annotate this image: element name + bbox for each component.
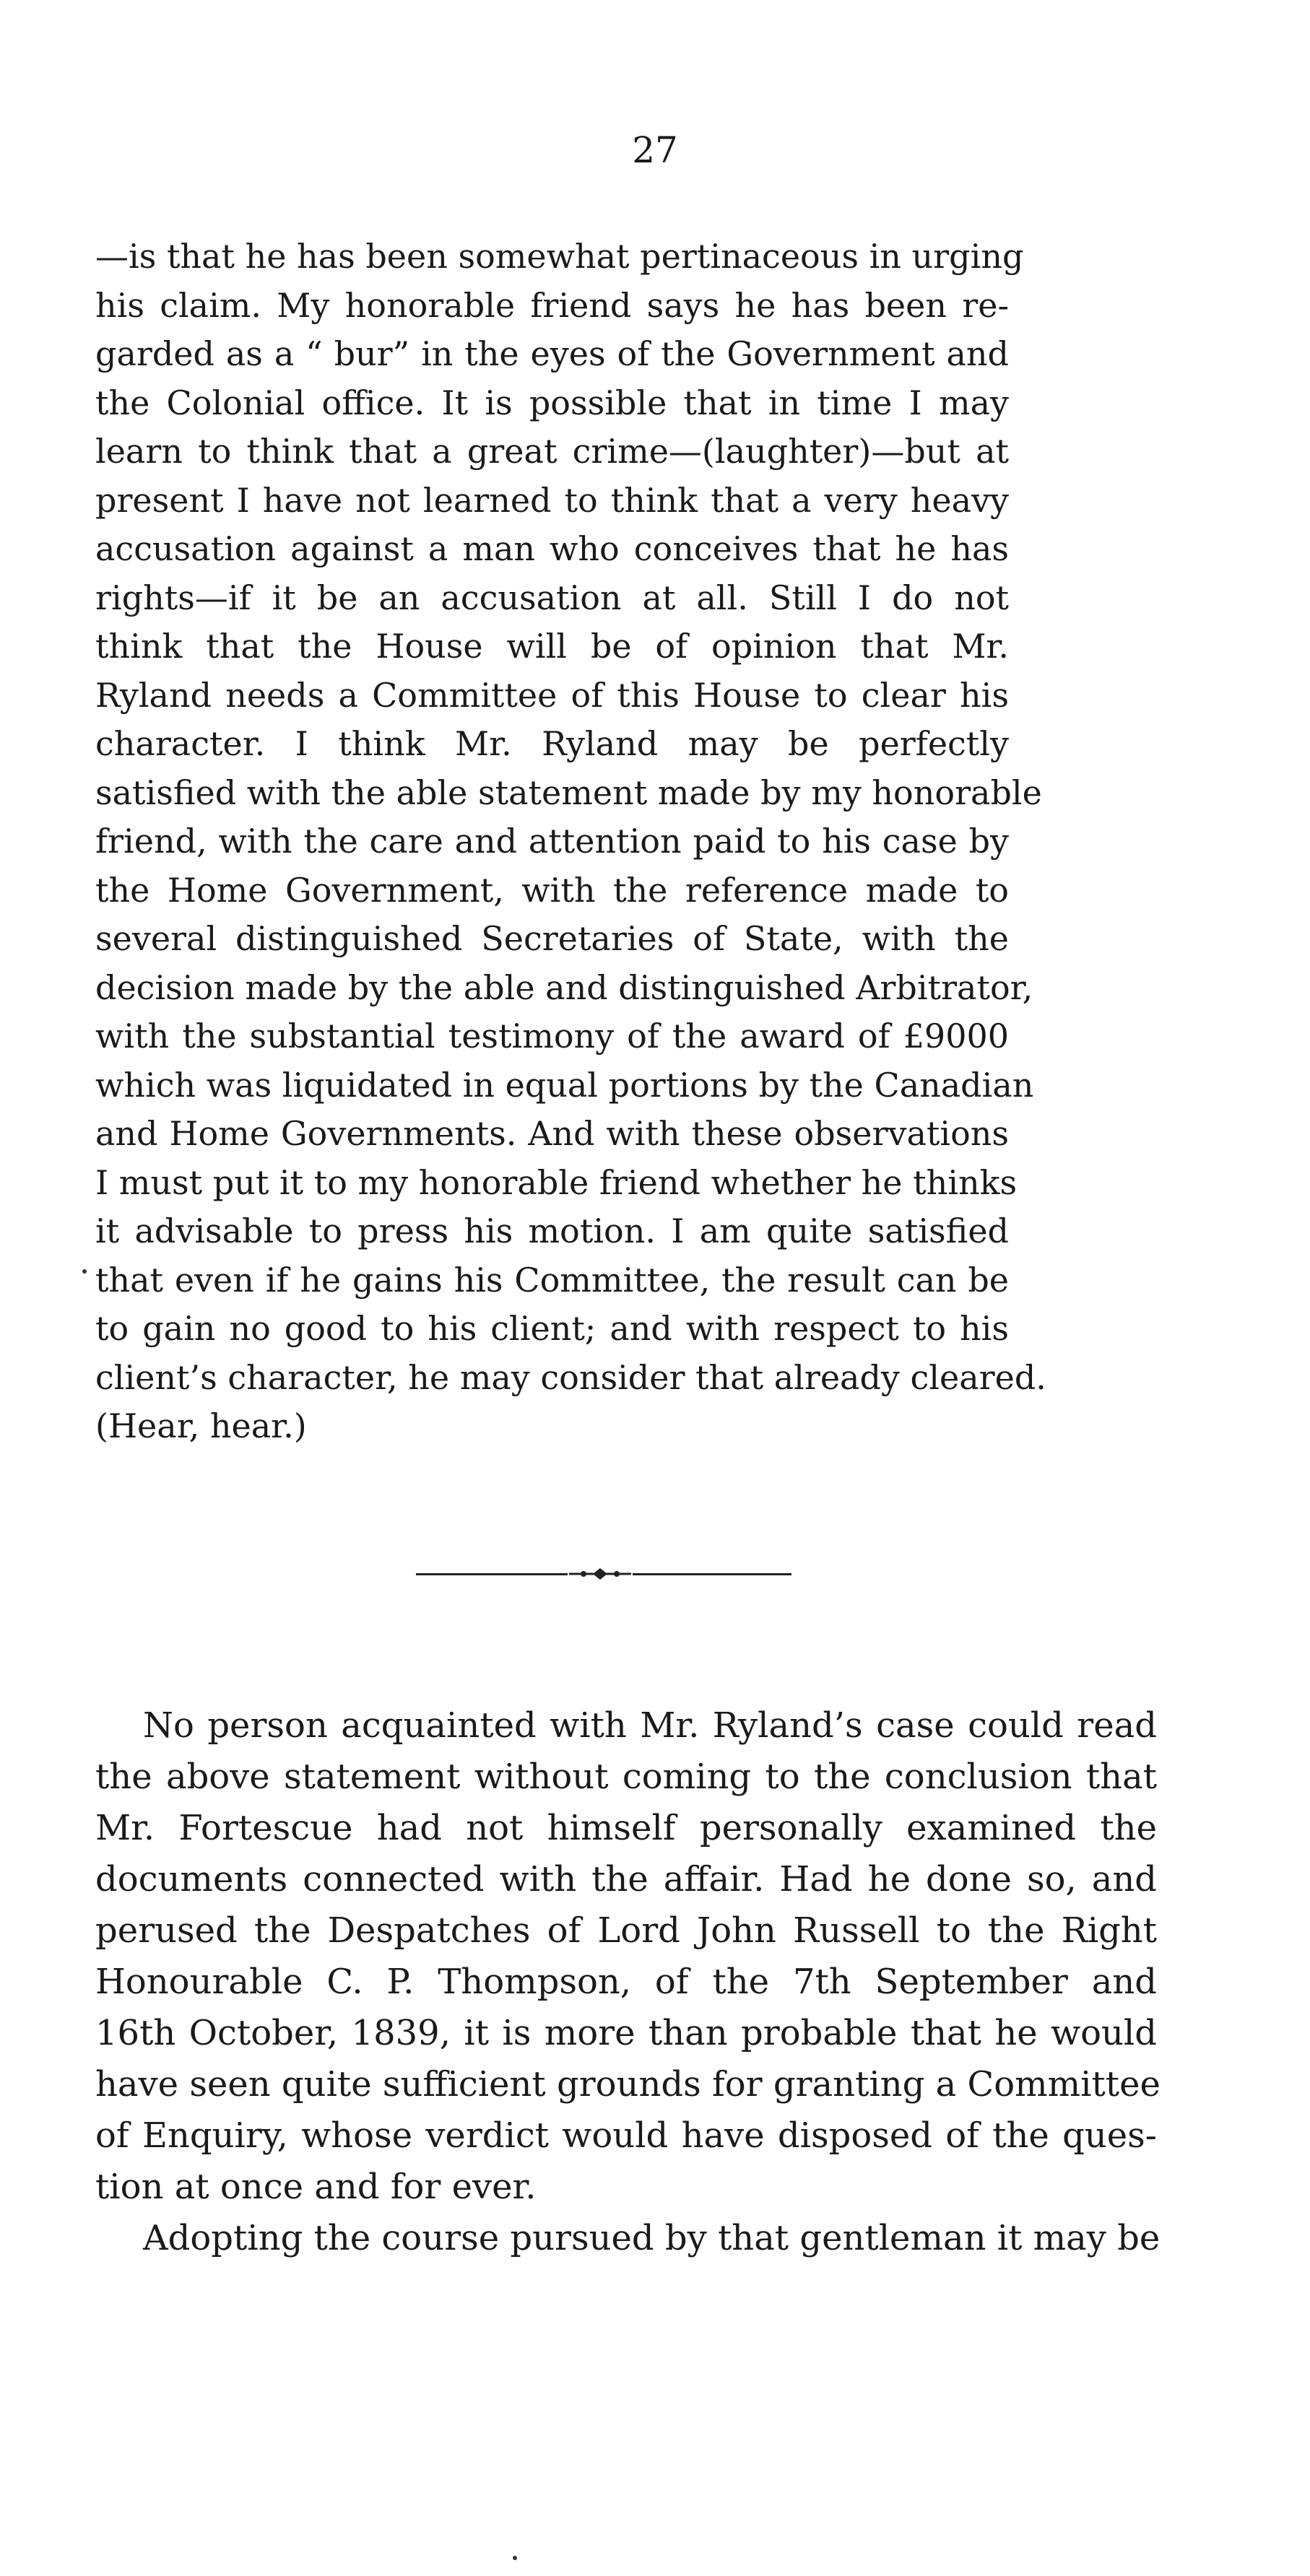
- commentary-line: Honourable C. P. Thompson, of the 7th September and: [95, 1962, 1157, 2002]
- speech-line: garded as a “ bur” in the eyes of the Government and: [95, 334, 1009, 373]
- speech-line: with the substantial testimony of the award of £9000: [95, 1017, 1009, 1056]
- speech-line: to gain no good to his client; and with respect to his: [95, 1309, 1009, 1348]
- speech-line: the Colonial office. It is possible that in time I may: [95, 383, 1009, 422]
- stray-print-mark: [82, 1269, 87, 1274]
- page-number: 27: [632, 129, 678, 171]
- commentary-line: Mr. Fortescue had not himself personally examined the: [95, 1808, 1157, 1848]
- commentary-line: the above statement without coming to the conclusion that: [95, 1757, 1157, 1797]
- commentary-line: documents connected with the affair. Had he done so, and: [95, 1859, 1157, 1900]
- commentary-line: tion at once and for ever.: [95, 2167, 537, 2207]
- commentary-line: have seen quite sufficient grounds for granting a Committee: [95, 2064, 1161, 2105]
- speech-line: accusation against a man who conceives that he has: [95, 529, 1009, 568]
- diamond-ornament-icon: [569, 1567, 631, 1580]
- commentary-line: Adopting the course pursued by that gentleman it may be: [143, 2218, 1161, 2258]
- speech-line: —is that he has been somewhat pertinaceous in urging: [95, 237, 1024, 276]
- speech-line: several distinguished Secretaries of State, with the: [95, 919, 1009, 958]
- speech-line: that even if he gains his Committee, the result can be: [95, 1260, 1009, 1300]
- divider-rule-right: [633, 1573, 791, 1575]
- speech-line: it advisable to press his motion. I am quite satisfied: [95, 1211, 1009, 1250]
- speech-line: the Home Government, with the reference made to: [95, 870, 1009, 910]
- speech-line: I must put it to my honorable friend whether he thinks: [95, 1162, 1018, 1202]
- speech-line: (Hear, hear.): [95, 1406, 307, 1445]
- commentary-text-block: [95, 1700, 1161, 2264]
- speech-line: think that the House will be of opinion that Mr.: [95, 627, 1009, 666]
- speech-line: Ryland needs a Committee of this House to clear his: [95, 675, 1009, 715]
- speech-text-block: [95, 232, 1046, 1451]
- commentary-line: of Enquiry, whose verdict would have disposed of the ques-: [95, 2115, 1157, 2156]
- speech-line: learn to think that a great crime—(laughter)—but at: [95, 432, 1009, 471]
- speech-line: character. I think Mr. Ryland may be perfectly: [95, 724, 1009, 763]
- commentary-line: No person acquainted with Mr. Ryland’s case could read: [143, 1705, 1157, 1746]
- commentary-line: perused the Despatches of Lord John Russell to the Right: [95, 1910, 1157, 1951]
- speech-line: rights—if it be an accusation at all. Still I do not: [95, 578, 1009, 617]
- speech-line: decision made by the able and distinguished Arbitrator,: [95, 967, 1033, 1007]
- speech-line: his claim. My honorable friend says he has been re-: [95, 285, 1009, 325]
- divider-rule-left: [416, 1573, 568, 1575]
- commentary-line: 16th October, 1839, it is more than probable that he would: [95, 2013, 1157, 2053]
- speech-line: and Home Governments. And with these observations: [95, 1114, 1009, 1153]
- speech-line: friend, with the care and attention paid to his case by: [95, 822, 1009, 861]
- speech-line: client’s character, he may consider that already cleared.: [95, 1357, 1046, 1397]
- stray-print-mark: [513, 2556, 517, 2560]
- speech-line: present I have not learned to think that a very heavy: [95, 480, 1009, 520]
- section-divider-ornament: [416, 1565, 791, 1583]
- speech-line: satisfied with the able statement made by my honorable: [95, 773, 1042, 812]
- speech-line: which was liquidated in equal portions by the Canadian: [95, 1065, 1034, 1105]
